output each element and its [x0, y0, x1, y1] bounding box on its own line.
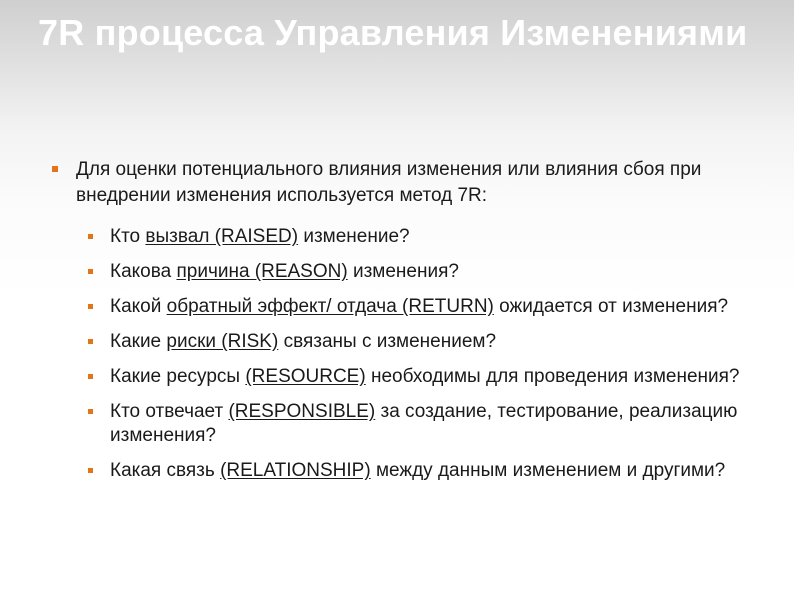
intro-text: Для оценки потенциального влияния изменения или влияния сбоя при внедрении изменения используется метод 7R:: [76, 159, 702, 206]
item-term: (RELATIONSHIP): [220, 460, 371, 481]
item-text-after: изменение?: [298, 226, 410, 247]
slide-title: 7R процесса Управления Изменениями: [38, 12, 748, 53]
square-bullet-icon: [52, 166, 58, 172]
item-text-after: необходимы для проведения изменения?: [365, 366, 740, 387]
item-term: причина (REASON): [176, 261, 348, 282]
square-bullet-icon: [88, 269, 93, 274]
list-item-responsible: [48, 400, 768, 448]
item-text-before: Какие ресурсы: [110, 366, 246, 387]
item-text-before: Какие: [110, 331, 167, 352]
list-item-resource: [48, 365, 768, 389]
slide-content: [48, 157, 768, 494]
item-term: обратный эффект/ отдача (RETURN): [166, 296, 494, 317]
method-list: [48, 225, 768, 483]
list-item-raised: [48, 225, 768, 249]
list-item-relationship: [48, 459, 768, 483]
list-item-return: [48, 295, 768, 319]
item-text-after: между данным изменением и другими?: [370, 460, 726, 481]
item-term: риски (RISK): [166, 331, 279, 352]
item-text-before: Кто отвечает: [110, 401, 229, 422]
square-bullet-icon: [88, 468, 93, 473]
square-bullet-icon: [88, 304, 93, 309]
item-term: (RESOURCE): [245, 366, 366, 387]
intro-bullet: [48, 157, 768, 209]
item-text-after: связаны с изменением?: [278, 331, 497, 352]
square-bullet-icon: [88, 234, 93, 239]
item-term: (RESPONSIBLE): [228, 401, 376, 422]
square-bullet-icon: [88, 339, 93, 344]
list-item-risk: [48, 330, 768, 354]
item-text-before: Какой: [110, 296, 167, 317]
item-text-after: ожидается от изменения?: [493, 296, 729, 317]
square-bullet-icon: [88, 409, 93, 414]
square-bullet-icon: [88, 374, 93, 379]
item-text-before: Кто: [110, 226, 146, 247]
list-item-reason: [48, 260, 768, 284]
item-text-after: за создание, тестирование, реализацию изменения?: [110, 401, 738, 446]
item-text-after: изменения?: [347, 261, 459, 282]
item-text-before: Какая связь: [110, 460, 221, 481]
item-text-before: Какова: [110, 261, 177, 282]
item-term: вызвал (RAISED): [145, 226, 299, 247]
